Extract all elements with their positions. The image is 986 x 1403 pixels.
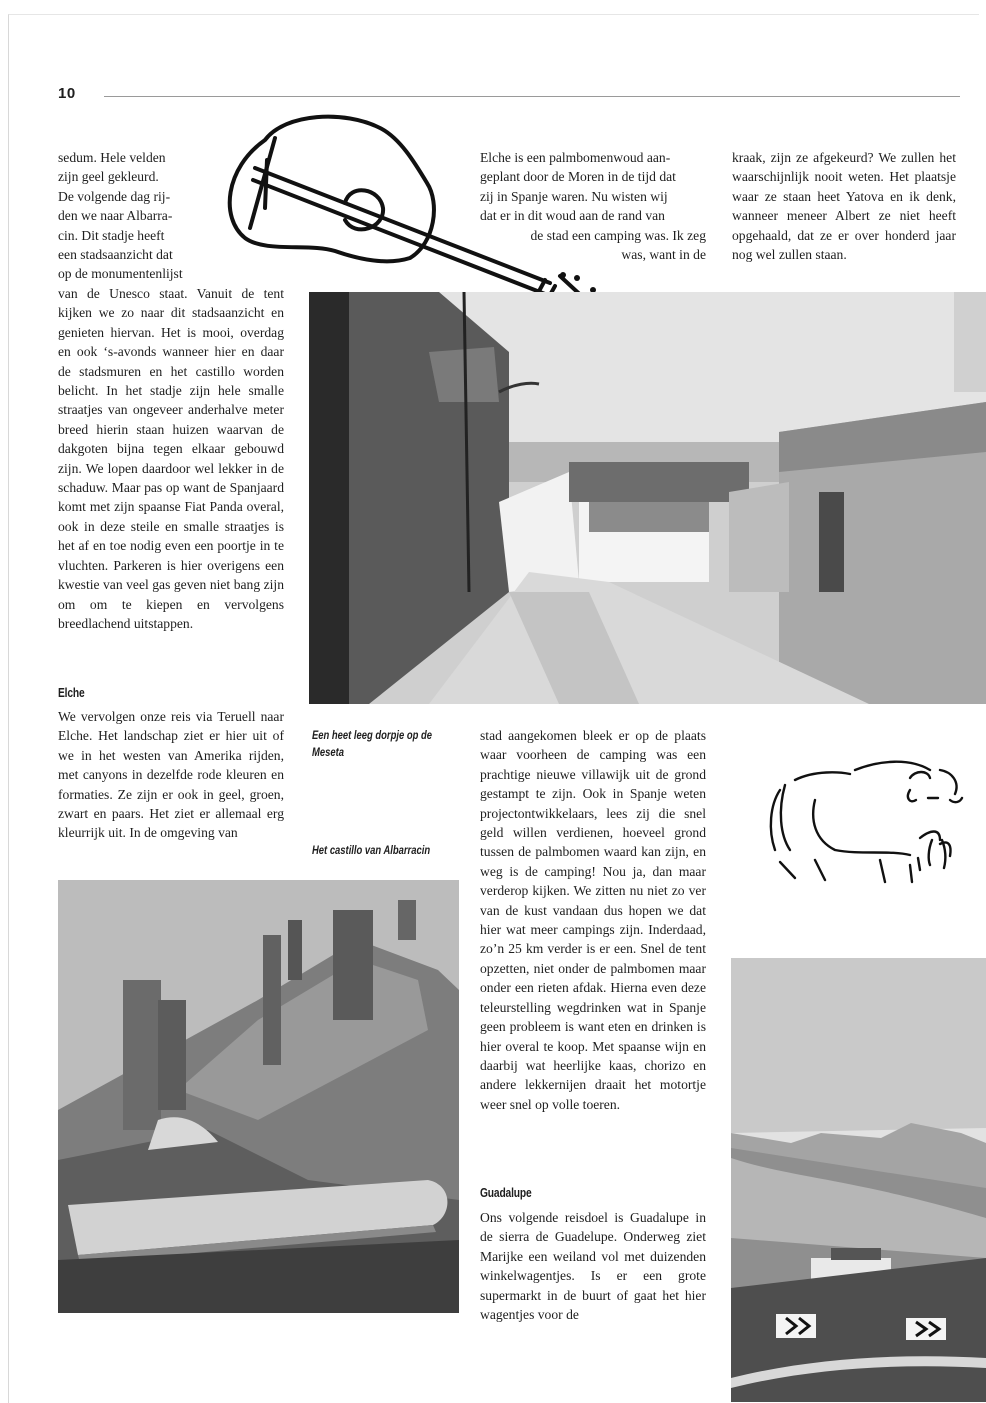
col2-line-6: was, want in de xyxy=(621,247,706,263)
castle-wall-photo xyxy=(58,880,459,1313)
page-number: 10 xyxy=(58,85,76,102)
column-1-elche xyxy=(58,707,284,843)
line-4: den we naar Albarra- xyxy=(58,208,173,224)
line-6: een stadsaanzicht dat xyxy=(58,247,173,263)
line-3: De volgende dag rij- xyxy=(58,188,171,204)
header-rule xyxy=(104,96,960,97)
albarracin-paragraph: van de Unesco staat. Vanuit de tent kijken we zo naar dit stadsaanzicht en genieten hiervan. Het is mooi, overdag en ook ‘s-avonds wanneer hier en daar de stadsmuren en het castillo worden belicht. In het stadje zijn hele smalle straatjes van ongeveer anderhalve meter breed hierin staan huizen waarvan de dakgoten bijna tegen elkaar gebouwd zijn. We lopen daardoor wel lekker in de schaduw. Maar pas op want de Spanjaard komt met zijn spaanse Fiat Panda overal, ook in deze steile en smalle straatjes is het af en toe nodig even een poortje in te vluchten. Parkeren is hier overigens een kwestie van veel gas geven niet bang zijn om om te kiepen en vervolgens breedlachend uitstappen. xyxy=(58,286,284,631)
col2-line-3: zij in Spanje waren. Nu wisten wij xyxy=(480,188,668,204)
camping-paragraph: stad aangekomen bleek er op de plaats waar voorheen de camping was een prachtige nieuwe villawijk uit de grond gestampt te zijn. Ook in Spanje weten projectontwikkelaars, lees zij die snel geld willen verdienen, hoeveel grond tussen de palmbomen waard kan zijn, en weg is de camping! Nou ja, dan maar verderop kijken. We zitten nu niet zo ver van de kust vandaan dus hopen we dat hier wat meer campings zijn. Inderdaad, zo’n 25 km verder is er een. Snel de tent opzetten, niet onder de palmbomen maar onder een rieten afdak. Hierna even deze teleurstelling wegdrinken wat in Spanje geen probleem is want eten en drinken is hier overal te koop. Met spaanse wijn en daarbij wat heerlijke kaas, chorizo en andere lekkernijen draait het motortje weer snel op volle toeren. xyxy=(480,728,706,1112)
yatova-paragraph: kraak, zijn ze afgekeurd? We zullen het waarschijnlijk nooit weten. Het plaatsje waar ze staan heet Yatova en ik denk, wanneer meneer Albert ze niet heeft opgehaald, dat ze er over honderd jaar nog wel zullen staan. xyxy=(732,150,956,263)
bull-icon xyxy=(760,760,970,890)
col2-line-2: geplant door de Moren in de tijd dat xyxy=(480,169,676,185)
column-1-top xyxy=(58,148,288,284)
elche-paragraph: We vervolgen onze reis via Teruell naar Elche. Het landschap ziet er hier uit of we in het westen van Amerika rijden, met canyons in dezelfde rode kleuren en formaties. Ze zijn er ook in geel, groen, zwart en paars. Het ziet er allemaal erg kleurrijk uit. In de omgeving van xyxy=(58,709,284,841)
guadalupe-paragraph: Ons volgende reisdoel is Guadalupe in de sierra de Guadelupe. Onderweg ziet Marijke een weiland vol met duizenden winkelwagentjes. Is er een grote supermarkt in de buurt of gaat het hier wagentjes voor de xyxy=(480,1210,706,1323)
line-7: op de monumentenlijst xyxy=(58,266,183,282)
line-5: cin. Dit stadje heeft xyxy=(58,227,165,243)
caption-albarracin: Het castillo van Albarracin xyxy=(312,845,431,857)
column-2-top xyxy=(480,148,706,264)
col2-line-4: dat er in dit woud aan de rand van xyxy=(480,208,665,224)
mountain-road-photo xyxy=(731,958,986,1402)
heading-elche: Elche xyxy=(58,686,85,700)
column-3-top xyxy=(732,148,956,264)
column-1-body xyxy=(58,284,284,633)
caption-meseta: Een heet leeg dorpje op de Meseta xyxy=(312,730,433,759)
col2-line-5: de stad een camping was. Ik zeg xyxy=(530,227,706,243)
village-street-photo xyxy=(309,292,986,704)
line-1: sedum. Hele velden xyxy=(58,150,166,165)
col2-line-1: Elche is een palmbomenwoud aan- xyxy=(480,150,671,165)
column-2-guadalupe xyxy=(480,1208,706,1324)
heading-guadalupe: Guadalupe xyxy=(480,1186,532,1200)
line-2: zijn geel gekleurd. xyxy=(58,169,159,185)
column-2-bottom xyxy=(480,726,706,1114)
